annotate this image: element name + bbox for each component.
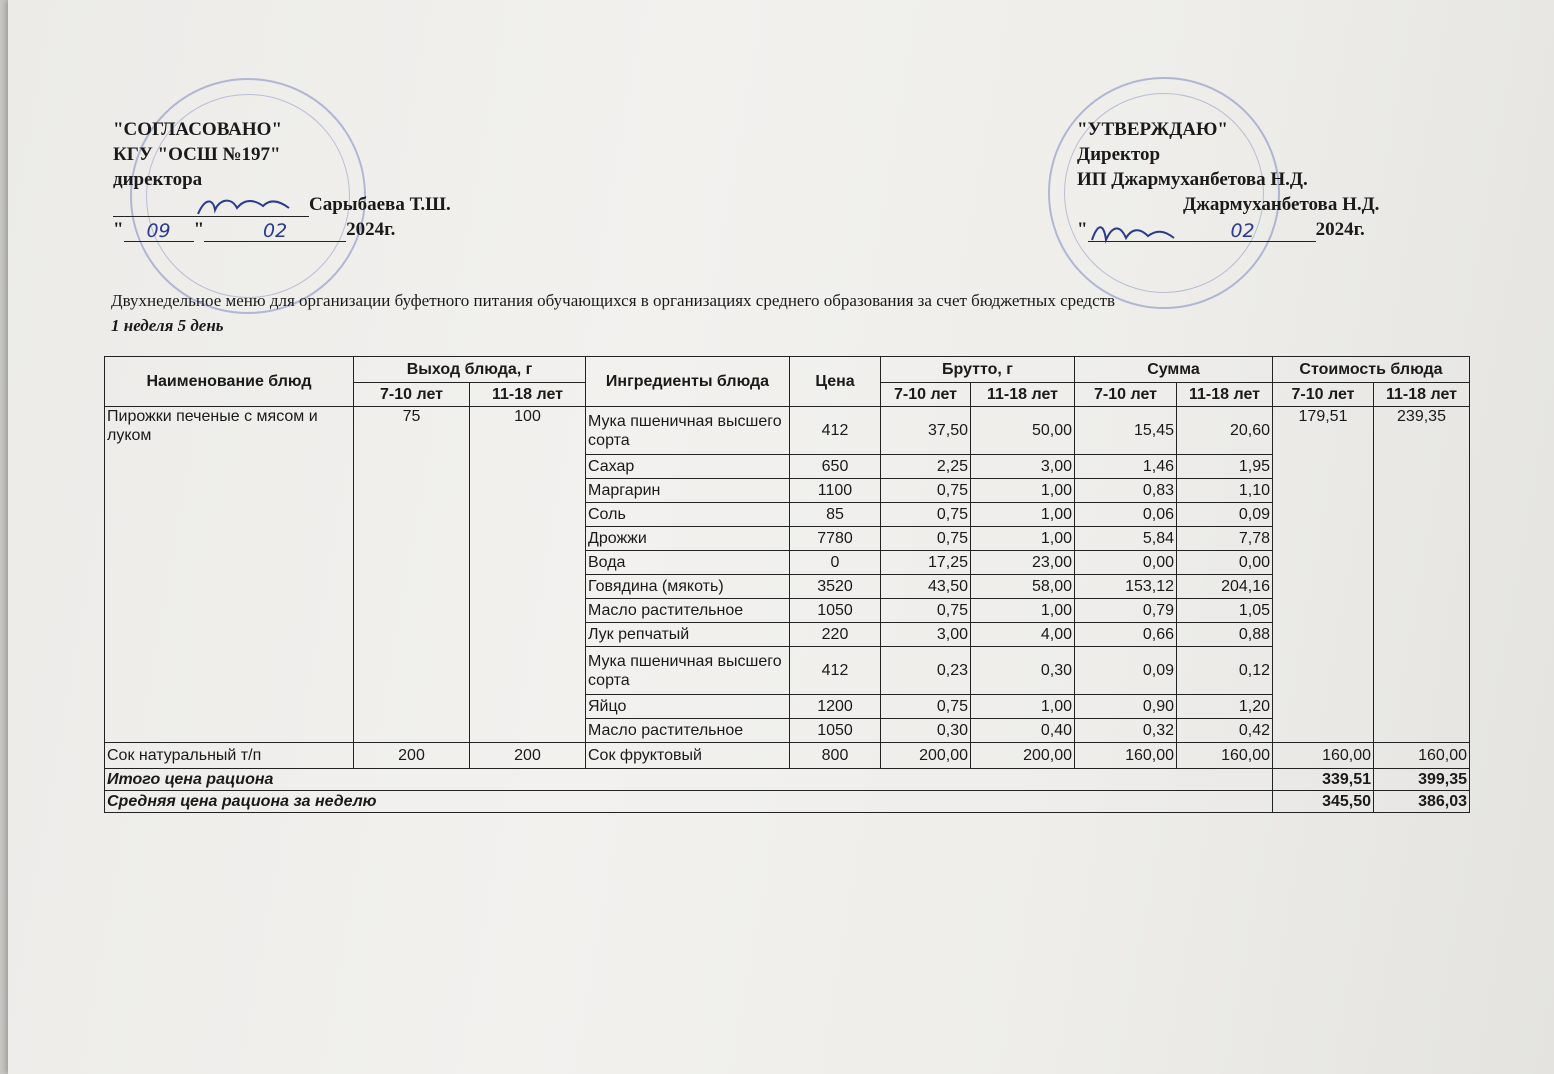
header-age-11-18: 11-18 лет xyxy=(1374,383,1470,407)
header-gross: Брутто, г xyxy=(881,357,1075,383)
header-ingredients: Ингредиенты блюда xyxy=(586,357,790,407)
total-row xyxy=(105,769,1470,791)
sum-11-18: 204,16 xyxy=(1177,575,1273,599)
date-line: " 09 " 02 2024г. xyxy=(113,219,396,242)
sum-11-18: 1,10 xyxy=(1177,479,1273,503)
gross-11-18: 23,00 xyxy=(971,551,1075,575)
table-row xyxy=(105,407,1470,455)
gross-7-10: 17,25 xyxy=(881,551,971,575)
dish-name: Пирожки печеные с мясом и луком xyxy=(105,407,354,743)
ingredient-name: Сахар xyxy=(586,455,790,479)
ingredient-price: 412 xyxy=(790,407,881,455)
date-month: 02 xyxy=(1230,220,1255,242)
dish-cost-11-18: 239,35 xyxy=(1374,407,1470,743)
total-label: Итого цена рациона xyxy=(105,769,1273,791)
approval-block-left xyxy=(113,117,451,242)
approval-heading: "СОГЛАСОВАНО" xyxy=(113,119,283,140)
gross-11-18: 1,00 xyxy=(971,503,1075,527)
sum-7-10: 0,09 xyxy=(1075,647,1177,695)
position-label: директора xyxy=(113,169,203,190)
date-line: " 02 2024г. xyxy=(1077,219,1365,242)
weekly-average-7-10: 345,50 xyxy=(1273,791,1374,813)
ingredient-name: Яйцо xyxy=(586,695,790,719)
ingredient-name: Дрожжи xyxy=(586,527,790,551)
signature-line xyxy=(1077,192,1379,217)
gross-11-18: 0,40 xyxy=(971,719,1075,743)
header-cost: Стоимость блюда xyxy=(1273,357,1470,383)
dish-yield-7-10: 200 xyxy=(354,743,470,769)
gross-7-10: 2,25 xyxy=(881,455,971,479)
signer-name: Сарыбаева Т.Ш. xyxy=(309,194,451,215)
document-title: Двухнедельное меню для организации буфетного питания обучающихся в организациях среднего образования за счет бюджетных средств xyxy=(111,291,1116,310)
dish-cost-7-10: 179,51 xyxy=(1273,407,1374,743)
dish-cost-11-18: 160,00 xyxy=(1374,743,1470,769)
total-7-10: 339,51 xyxy=(1273,769,1374,791)
total-11-18: 399,35 xyxy=(1374,769,1470,791)
gross-7-10: 0,30 xyxy=(881,719,971,743)
sum-11-18: 160,00 xyxy=(1177,743,1273,769)
ingredient-price: 0 xyxy=(790,551,881,575)
approval-heading: "УТВЕРЖДАЮ" xyxy=(1077,119,1228,140)
header-age-7-10: 7-10 лет xyxy=(354,383,470,407)
ingredient-name: Масло растительное xyxy=(586,719,790,743)
gross-7-10: 0,75 xyxy=(881,695,971,719)
sum-7-10: 0,32 xyxy=(1075,719,1177,743)
gross-11-18: 4,00 xyxy=(971,623,1075,647)
gross-11-18: 3,00 xyxy=(971,455,1075,479)
sum-11-18: 0,09 xyxy=(1177,503,1273,527)
header-age-11-18: 11-18 лет xyxy=(470,383,586,407)
sum-11-18: 0,88 xyxy=(1177,623,1273,647)
sum-7-10: 153,12 xyxy=(1075,575,1177,599)
gross-7-10: 0,75 xyxy=(881,479,971,503)
ingredient-price: 650 xyxy=(790,455,881,479)
gross-11-18: 1,00 xyxy=(971,479,1075,503)
signature-blank xyxy=(113,194,309,217)
header-age-7-10: 7-10 лет xyxy=(881,383,971,407)
header-age-7-10: 7-10 лет xyxy=(1273,383,1374,407)
sum-7-10: 0,79 xyxy=(1075,599,1177,623)
dish-name: Сок натуральный т/п xyxy=(105,743,354,769)
gross-7-10: 0,75 xyxy=(881,599,971,623)
sum-7-10: 0,06 xyxy=(1075,503,1177,527)
sum-11-18: 0,42 xyxy=(1177,719,1273,743)
gross-7-10: 0,75 xyxy=(881,527,971,551)
approval-block-right xyxy=(1077,117,1379,242)
sum-11-18: 20,60 xyxy=(1177,407,1273,455)
menu-table xyxy=(104,356,1470,813)
ingredient-name: Соль xyxy=(586,503,790,527)
sum-7-10: 15,45 xyxy=(1075,407,1177,455)
gross-11-18: 1,00 xyxy=(971,527,1075,551)
sum-11-18: 1,05 xyxy=(1177,599,1273,623)
date-year: 2024г. xyxy=(1315,219,1365,240)
ingredient-price: 1200 xyxy=(790,695,881,719)
gross-11-18: 0,30 xyxy=(971,647,1075,695)
position-label: Директор xyxy=(1077,144,1161,165)
ingredient-price: 1050 xyxy=(790,719,881,743)
organization-name: ИП Джармуханбетова Н.Д. xyxy=(1077,169,1308,190)
weekly-average-11-18: 386,03 xyxy=(1374,791,1470,813)
sum-7-10: 0,00 xyxy=(1075,551,1177,575)
gross-11-18: 50,00 xyxy=(971,407,1075,455)
document-page xyxy=(8,0,1554,1074)
gross-7-10: 0,75 xyxy=(881,503,971,527)
signature-line xyxy=(113,192,451,217)
header-sum: Сумма xyxy=(1075,357,1273,383)
header-price: Цена xyxy=(790,357,881,407)
sum-11-18: 1,20 xyxy=(1177,695,1273,719)
ingredient-name: Говядина (мякоть) xyxy=(586,575,790,599)
ingredient-name: Масло растительное xyxy=(586,599,790,623)
date-month: 02 xyxy=(263,220,288,242)
sum-11-18: 7,78 xyxy=(1177,527,1273,551)
gross-7-10: 37,50 xyxy=(881,407,971,455)
ingredient-price: 1050 xyxy=(790,599,881,623)
sum-7-10: 0,66 xyxy=(1075,623,1177,647)
organization-name: КГУ "ОСШ №197" xyxy=(113,144,281,165)
header-dish: Наименование блюд xyxy=(105,357,354,407)
header-age-7-10: 7-10 лет xyxy=(1075,383,1177,407)
signer-name: Джармуханбетова Н.Д. xyxy=(1183,194,1380,215)
sum-7-10: 1,46 xyxy=(1075,455,1177,479)
sum-11-18: 1,95 xyxy=(1177,455,1273,479)
gross-7-10: 0,23 xyxy=(881,647,971,695)
ingredient-name: Лук репчатый xyxy=(586,623,790,647)
gross-11-18: 58,00 xyxy=(971,575,1075,599)
header-yield: Выход блюда, г xyxy=(354,357,586,383)
header-age-11-18: 11-18 лет xyxy=(971,383,1075,407)
gross-11-18: 1,00 xyxy=(971,599,1075,623)
handwritten-signature-icon xyxy=(1088,222,1188,244)
handwritten-signature-icon xyxy=(113,194,309,216)
ingredient-price: 7780 xyxy=(790,527,881,551)
sum-11-18: 0,12 xyxy=(1177,647,1273,695)
ingredient-price: 3520 xyxy=(790,575,881,599)
ingredient-price: 1100 xyxy=(790,479,881,503)
gross-7-10: 43,50 xyxy=(881,575,971,599)
sum-11-18: 0,00 xyxy=(1177,551,1273,575)
ingredient-price: 412 xyxy=(790,647,881,695)
ingredient-price: 220 xyxy=(790,623,881,647)
dish-yield-11-18: 200 xyxy=(470,743,586,769)
ingredient-name: Вода xyxy=(586,551,790,575)
gross-11-18: 1,00 xyxy=(971,695,1075,719)
date-day: 09 xyxy=(146,220,171,242)
ingredient-price: 800 xyxy=(790,743,881,769)
ingredient-name: Сок фруктовый xyxy=(586,743,790,769)
gross-11-18: 200,00 xyxy=(971,743,1075,769)
weekly-average-label: Средняя цена рациона за неделю xyxy=(105,791,1273,813)
ingredient-name: Маргарин xyxy=(586,479,790,503)
dish-cost-7-10: 160,00 xyxy=(1273,743,1374,769)
ingredient-name: Мука пшеничная высшего сорта xyxy=(586,647,790,695)
weekly-average-row xyxy=(105,791,1470,813)
date-year: 2024г. xyxy=(346,219,396,240)
document-subtitle: 1 неделя 5 день xyxy=(111,316,224,335)
sum-7-10: 0,90 xyxy=(1075,695,1177,719)
sum-7-10: 0,83 xyxy=(1075,479,1177,503)
gross-7-10: 200,00 xyxy=(881,743,971,769)
ingredient-name: Мука пшеничная высшего сорта xyxy=(586,407,790,455)
sum-7-10: 5,84 xyxy=(1075,527,1177,551)
sum-7-10: 160,00 xyxy=(1075,743,1177,769)
dish-yield-7-10: 75 xyxy=(354,407,470,743)
ingredient-price: 85 xyxy=(790,503,881,527)
dish-yield-11-18: 100 xyxy=(470,407,586,743)
gross-7-10: 3,00 xyxy=(881,623,971,647)
table-row xyxy=(105,743,1470,769)
header-age-11-18: 11-18 лет xyxy=(1177,383,1273,407)
